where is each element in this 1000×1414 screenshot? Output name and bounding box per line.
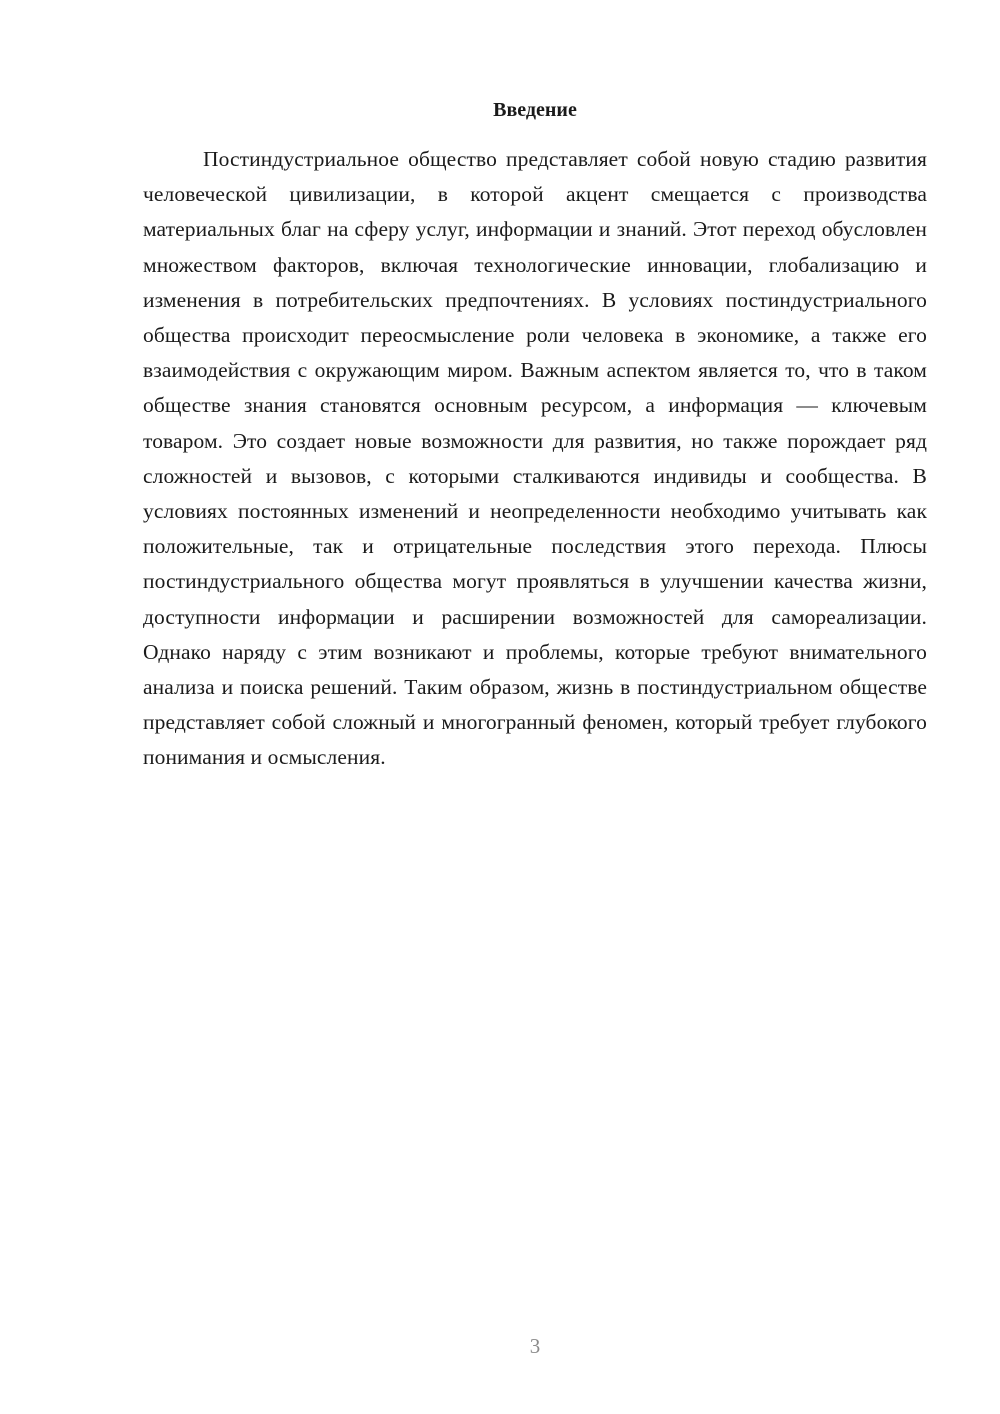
body-paragraph: Постиндустриальное общество представляет собой новую стадию развития человеческой цивилизации, в которой акцент смещается с производства материальных благ на сферу услуг, информации и знаний. Этот переход обусловлен множеством факторов, включая технологические инновации, глобализацию и изменения в потребительских предпочтениях. В условиях постиндустриального общества происходит переосмысление роли человека в экономике, а также его взаимодействия с окружающим миром. Важным аспектом является то, что в таком обществе знания становятся основным ресурсом, а информация — ключевым товаром. Это создает новые возможности для развития, но также порождает ряд сложностей и вызовов, с которыми сталкиваются индивиды и сообщества. В условиях постоянных изменений и неопределенности необходимо учитывать как положительные, так и отрицательные последствия этого перехода. Плюсы постиндустриального общества могут проявляться в улучшении качества жизни, доступности информации и расширении возможностей для самореализации. Однако наряду с этим возникают и проблемы, которые требуют внимательного анализа и поиска решений. Таким образом, жизнь в постиндустриальном обществе представляет собой сложный и многогранный феномен, который требует глубокого понимания и осмысления. [143,147,927,770]
page-number: 3 [529,1334,541,1358]
section-heading: Введение [493,99,577,121]
